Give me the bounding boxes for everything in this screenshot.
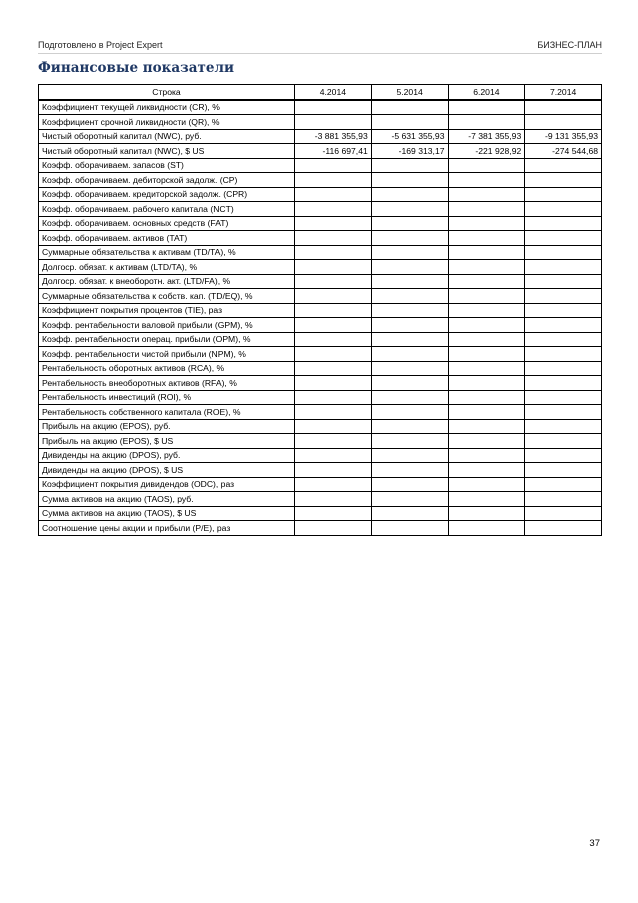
table-cell bbox=[295, 347, 372, 362]
row-label: Коэффициент текущей ликвидности (CR), % bbox=[39, 100, 295, 115]
table-cell bbox=[448, 347, 525, 362]
table-cell: -3 881 355,93 bbox=[295, 129, 372, 144]
table-cell bbox=[448, 202, 525, 217]
row-label: Коэфф. оборачиваем. запасов (ST) bbox=[39, 158, 295, 173]
row-label: Коэфф. оборачиваем. кредиторской задолж. (CPR) bbox=[39, 187, 295, 202]
table-cell bbox=[525, 318, 602, 333]
table-cell bbox=[448, 231, 525, 246]
table-cell bbox=[448, 303, 525, 318]
table-cell bbox=[448, 521, 525, 536]
table-row bbox=[39, 361, 602, 376]
table-cell bbox=[448, 405, 525, 420]
table-cell bbox=[295, 448, 372, 463]
table-cell bbox=[525, 332, 602, 347]
financial-indicators-table bbox=[38, 84, 602, 536]
page-number: 37 bbox=[589, 838, 600, 849]
table-cell bbox=[295, 158, 372, 173]
table-cell bbox=[295, 274, 372, 289]
table-cell bbox=[371, 521, 448, 536]
header-divider bbox=[38, 53, 602, 54]
table-cell bbox=[295, 361, 372, 376]
table-row bbox=[39, 100, 602, 115]
table-cell bbox=[448, 318, 525, 333]
table-cell bbox=[295, 419, 372, 434]
row-label: Долгоср. обязат. к внеоборотн. акт. (LTD/FA), % bbox=[39, 274, 295, 289]
table-cell bbox=[371, 506, 448, 521]
table-cell bbox=[371, 376, 448, 391]
table-row bbox=[39, 144, 602, 159]
table-cell bbox=[371, 231, 448, 246]
table-cell bbox=[371, 463, 448, 478]
row-label: Коэффициент покрытия дивидендов (ODC), раз bbox=[39, 477, 295, 492]
table-cell bbox=[371, 390, 448, 405]
table-cell bbox=[448, 289, 525, 304]
table-cell bbox=[371, 332, 448, 347]
column-header: 4.2014 bbox=[295, 85, 372, 100]
table-cell bbox=[371, 216, 448, 231]
table-cell bbox=[295, 303, 372, 318]
table-cell bbox=[448, 173, 525, 188]
table-row bbox=[39, 390, 602, 405]
table-row bbox=[39, 332, 602, 347]
table-row bbox=[39, 158, 602, 173]
table-row bbox=[39, 289, 602, 304]
table-cell bbox=[525, 405, 602, 420]
table-cell bbox=[525, 390, 602, 405]
table-cell: -274 544,68 bbox=[525, 144, 602, 159]
table-cell bbox=[371, 274, 448, 289]
table-cell bbox=[295, 202, 372, 217]
table-cell bbox=[525, 492, 602, 507]
table-row bbox=[39, 115, 602, 130]
table-cell bbox=[448, 419, 525, 434]
row-label: Дивиденды на акцию (DPOS), $ US bbox=[39, 463, 295, 478]
table-cell: -9 131 355,93 bbox=[525, 129, 602, 144]
table-cell bbox=[525, 506, 602, 521]
table-cell bbox=[525, 231, 602, 246]
table-cell bbox=[371, 289, 448, 304]
table-cell bbox=[448, 260, 525, 275]
table-cell bbox=[525, 477, 602, 492]
table-row bbox=[39, 477, 602, 492]
table-cell bbox=[295, 100, 372, 115]
table-cell bbox=[448, 158, 525, 173]
row-label: Рентабельность оборотных активов (RCA), % bbox=[39, 361, 295, 376]
table-cell bbox=[525, 289, 602, 304]
row-label: Сумма активов на акцию (TAOS), $ US bbox=[39, 506, 295, 521]
table-cell bbox=[448, 492, 525, 507]
table-row bbox=[39, 347, 602, 362]
table-cell bbox=[295, 260, 372, 275]
table-cell bbox=[525, 202, 602, 217]
table-cell bbox=[371, 202, 448, 217]
table-cell bbox=[448, 100, 525, 115]
table-cell: -221 928,92 bbox=[448, 144, 525, 159]
row-label: Коэфф. оборачиваем. дебиторской задолж. (CP) bbox=[39, 173, 295, 188]
table-cell bbox=[371, 477, 448, 492]
row-label: Долгоср. обязат. к активам (LTD/TA), % bbox=[39, 260, 295, 275]
row-label: Коэфф. оборачиваем. основных средств (FAT) bbox=[39, 216, 295, 231]
table-cell bbox=[371, 115, 448, 130]
table-row bbox=[39, 303, 602, 318]
row-label: Прибыль на акцию (EPOS), руб. bbox=[39, 419, 295, 434]
table-cell bbox=[371, 434, 448, 449]
table-cell bbox=[448, 376, 525, 391]
table-row bbox=[39, 260, 602, 275]
table-row bbox=[39, 521, 602, 536]
page-title: Финансовые показатели bbox=[38, 60, 234, 76]
table-cell bbox=[525, 376, 602, 391]
table-cell: -7 381 355,93 bbox=[448, 129, 525, 144]
table-cell bbox=[525, 434, 602, 449]
row-label: Коэфф. рентабельности операц. прибыли (OPM), % bbox=[39, 332, 295, 347]
row-label: Рентабельность собственного капитала (ROE), % bbox=[39, 405, 295, 420]
table-cell bbox=[371, 318, 448, 333]
table-cell bbox=[371, 158, 448, 173]
header-left-text: Подготовлено в Project Expert bbox=[38, 40, 163, 50]
table-cell: -116 697,41 bbox=[295, 144, 372, 159]
table-cell bbox=[525, 245, 602, 260]
table-cell bbox=[448, 361, 525, 376]
row-label: Чистый оборотный капитал (NWC), $ US bbox=[39, 144, 295, 159]
row-label: Чистый оборотный капитал (NWC), руб. bbox=[39, 129, 295, 144]
table-cell bbox=[371, 100, 448, 115]
table-cell bbox=[448, 463, 525, 478]
table-row bbox=[39, 434, 602, 449]
table-header-row bbox=[39, 85, 602, 100]
row-label: Коэфф. оборачиваем. рабочего капитала (NCT) bbox=[39, 202, 295, 217]
table-cell: -169 313,17 bbox=[371, 144, 448, 159]
table-cell bbox=[371, 448, 448, 463]
column-header: 7.2014 bbox=[525, 85, 602, 100]
table-cell bbox=[295, 477, 372, 492]
table-row bbox=[39, 187, 602, 202]
table-row bbox=[39, 376, 602, 391]
table-row bbox=[39, 419, 602, 434]
row-label: Прибыль на акцию (EPOS), $ US bbox=[39, 434, 295, 449]
table-row bbox=[39, 274, 602, 289]
table-cell bbox=[525, 361, 602, 376]
table-cell bbox=[448, 332, 525, 347]
table-cell bbox=[525, 347, 602, 362]
table-cell bbox=[295, 463, 372, 478]
table-cell bbox=[448, 274, 525, 289]
table-cell bbox=[295, 492, 372, 507]
table-cell bbox=[448, 448, 525, 463]
table-cell bbox=[295, 318, 372, 333]
table-row bbox=[39, 318, 602, 333]
table-row bbox=[39, 245, 602, 260]
table-cell bbox=[371, 405, 448, 420]
table-cell: -5 631 355,93 bbox=[371, 129, 448, 144]
table-cell bbox=[371, 419, 448, 434]
table-cell bbox=[295, 173, 372, 188]
row-label: Коэфф. рентабельности чистой прибыли (NPM), % bbox=[39, 347, 295, 362]
table-cell bbox=[371, 361, 448, 376]
table-cell bbox=[525, 100, 602, 115]
table-row bbox=[39, 448, 602, 463]
table-cell bbox=[448, 390, 525, 405]
table-row bbox=[39, 405, 602, 420]
table-cell bbox=[295, 216, 372, 231]
table-cell bbox=[525, 115, 602, 130]
table-cell bbox=[371, 303, 448, 318]
table-cell bbox=[525, 303, 602, 318]
table-row bbox=[39, 492, 602, 507]
table-cell bbox=[295, 231, 372, 246]
column-header: Строка bbox=[39, 85, 295, 100]
table-cell bbox=[295, 115, 372, 130]
table-row bbox=[39, 231, 602, 246]
row-label: Соотношение цены акции и прибыли (P/E), раз bbox=[39, 521, 295, 536]
table-cell bbox=[371, 492, 448, 507]
table-cell bbox=[295, 390, 372, 405]
table-cell bbox=[525, 448, 602, 463]
table-cell bbox=[295, 289, 372, 304]
table-cell bbox=[448, 245, 525, 260]
table-cell bbox=[295, 405, 372, 420]
table-cell bbox=[525, 419, 602, 434]
row-label: Суммарные обязательства к собств. кап. (TD/EQ), % bbox=[39, 289, 295, 304]
table-cell bbox=[525, 463, 602, 478]
table-cell bbox=[295, 187, 372, 202]
header-right-text: БИЗНЕС-ПЛАН bbox=[537, 40, 602, 50]
table-cell bbox=[525, 274, 602, 289]
table-cell bbox=[295, 434, 372, 449]
table-cell bbox=[295, 506, 372, 521]
table-cell bbox=[525, 173, 602, 188]
table-row bbox=[39, 216, 602, 231]
table-row bbox=[39, 202, 602, 217]
table-cell bbox=[371, 187, 448, 202]
table-cell bbox=[371, 245, 448, 260]
table-cell bbox=[295, 332, 372, 347]
table-cell bbox=[371, 347, 448, 362]
column-header: 6.2014 bbox=[448, 85, 525, 100]
table-cell bbox=[295, 521, 372, 536]
row-label: Рентабельность инвестиций (ROI), % bbox=[39, 390, 295, 405]
table-row bbox=[39, 173, 602, 188]
table-cell bbox=[448, 434, 525, 449]
table-cell bbox=[525, 260, 602, 275]
row-label: Коэфф. рентабельности валовой прибыли (GPM), % bbox=[39, 318, 295, 333]
row-label: Дивиденды на акцию (DPOS), руб. bbox=[39, 448, 295, 463]
row-label: Суммарные обязательства к активам (TD/TA), % bbox=[39, 245, 295, 260]
table-cell bbox=[448, 216, 525, 231]
table-cell bbox=[295, 376, 372, 391]
table-cell bbox=[448, 187, 525, 202]
row-label: Сумма активов на акцию (TAOS), руб. bbox=[39, 492, 295, 507]
row-label: Коэффициент срочной ликвидности (QR), % bbox=[39, 115, 295, 130]
row-label: Рентабельность внеоборотных активов (RFA), % bbox=[39, 376, 295, 391]
table-cell bbox=[525, 187, 602, 202]
table-cell bbox=[295, 245, 372, 260]
table-cell bbox=[448, 506, 525, 521]
table-row bbox=[39, 129, 602, 144]
table-row bbox=[39, 506, 602, 521]
table-cell bbox=[525, 521, 602, 536]
table-cell bbox=[525, 158, 602, 173]
table-cell bbox=[448, 477, 525, 492]
table-cell bbox=[525, 216, 602, 231]
row-label: Коэффициент покрытия процентов (TIE), раз bbox=[39, 303, 295, 318]
row-label: Коэфф. оборачиваем. активов (TAT) bbox=[39, 231, 295, 246]
column-header: 5.2014 bbox=[371, 85, 448, 100]
table-cell bbox=[448, 115, 525, 130]
table-cell bbox=[371, 173, 448, 188]
table-row bbox=[39, 463, 602, 478]
table-cell bbox=[371, 260, 448, 275]
